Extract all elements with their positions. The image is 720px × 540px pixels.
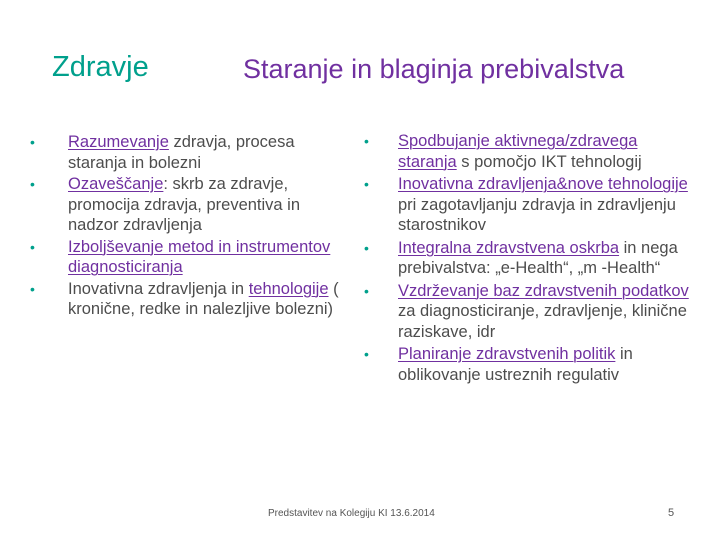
item-highlight: Spodbujanje aktivnega/zdravega staranja [398, 132, 638, 171]
item-highlight: Integralna zdravstvena oskrba [398, 238, 620, 257]
item-text: : skrb za zdravje, promocija zdravja, preventiva in nadzor zdravljenja [68, 175, 301, 234]
page-number: 5 [668, 507, 675, 519]
item-highlight: Izboljševanje metod in instrumentov diagnosticiranja [68, 237, 331, 276]
list-item [30, 237, 340, 278]
item-text: zdravja, procesa staranja in bolezni [68, 133, 295, 172]
item-text: in nega prebivalstva: „e-Health“, „m -Health“ [398, 238, 678, 277]
list-item [30, 279, 340, 320]
item-highlight: Planiranje zdravstvenih politik [398, 345, 616, 363]
item-text: in oblikovanje ustreznih regulativ [398, 345, 633, 384]
slide-title-left: Zdravje [52, 51, 149, 83]
list-item [30, 174, 340, 236]
item-highlight: Ozaveščanje [68, 175, 164, 193]
slide-title-right: Staranje in blaginja prebivalstva [243, 54, 625, 84]
item-text: pri zagotavljanju zdravja in zdravljenju starostnikov [398, 195, 676, 234]
bullet-icon: • [364, 282, 369, 299]
bullet-icon: • [30, 238, 35, 255]
list-item [364, 344, 699, 385]
right-bullet-list [364, 131, 699, 387]
item-highlight: tehnologije [248, 279, 329, 298]
bullet-icon: • [364, 346, 369, 362]
slide-footer: Predstavitev na Kolegiju KI 13.6.2014 [268, 508, 435, 519]
list-item [364, 174, 699, 236]
left-bullet-list [30, 132, 340, 321]
bullet-icon: • [364, 133, 369, 149]
bullet-icon: • [30, 280, 35, 297]
list-item [30, 132, 340, 173]
item-highlight: Razumevanje [68, 133, 169, 151]
bullet-icon: • [30, 134, 35, 150]
item-highlight: Vzdrževanje baz zdravstvenih podatkov [398, 281, 689, 300]
list-item [364, 131, 699, 172]
item-highlight: Inovativna zdravljenja&nove tehnologije [398, 175, 688, 193]
item-text: ( kronične, redke in nalezljive bolezni) [68, 279, 339, 318]
bullet-icon: • [30, 176, 35, 192]
list-item [364, 281, 699, 343]
list-item [364, 238, 699, 279]
bullet-icon: • [364, 239, 369, 256]
item-text: za diagnosticiranje, zdravljenje, klinične raziskave, idr [398, 302, 687, 341]
bullet-icon: • [364, 176, 369, 192]
item-text-pre: Inovativna zdravljenja in [68, 279, 249, 298]
item-text: s pomočjo IKT tehnologij [456, 152, 642, 171]
